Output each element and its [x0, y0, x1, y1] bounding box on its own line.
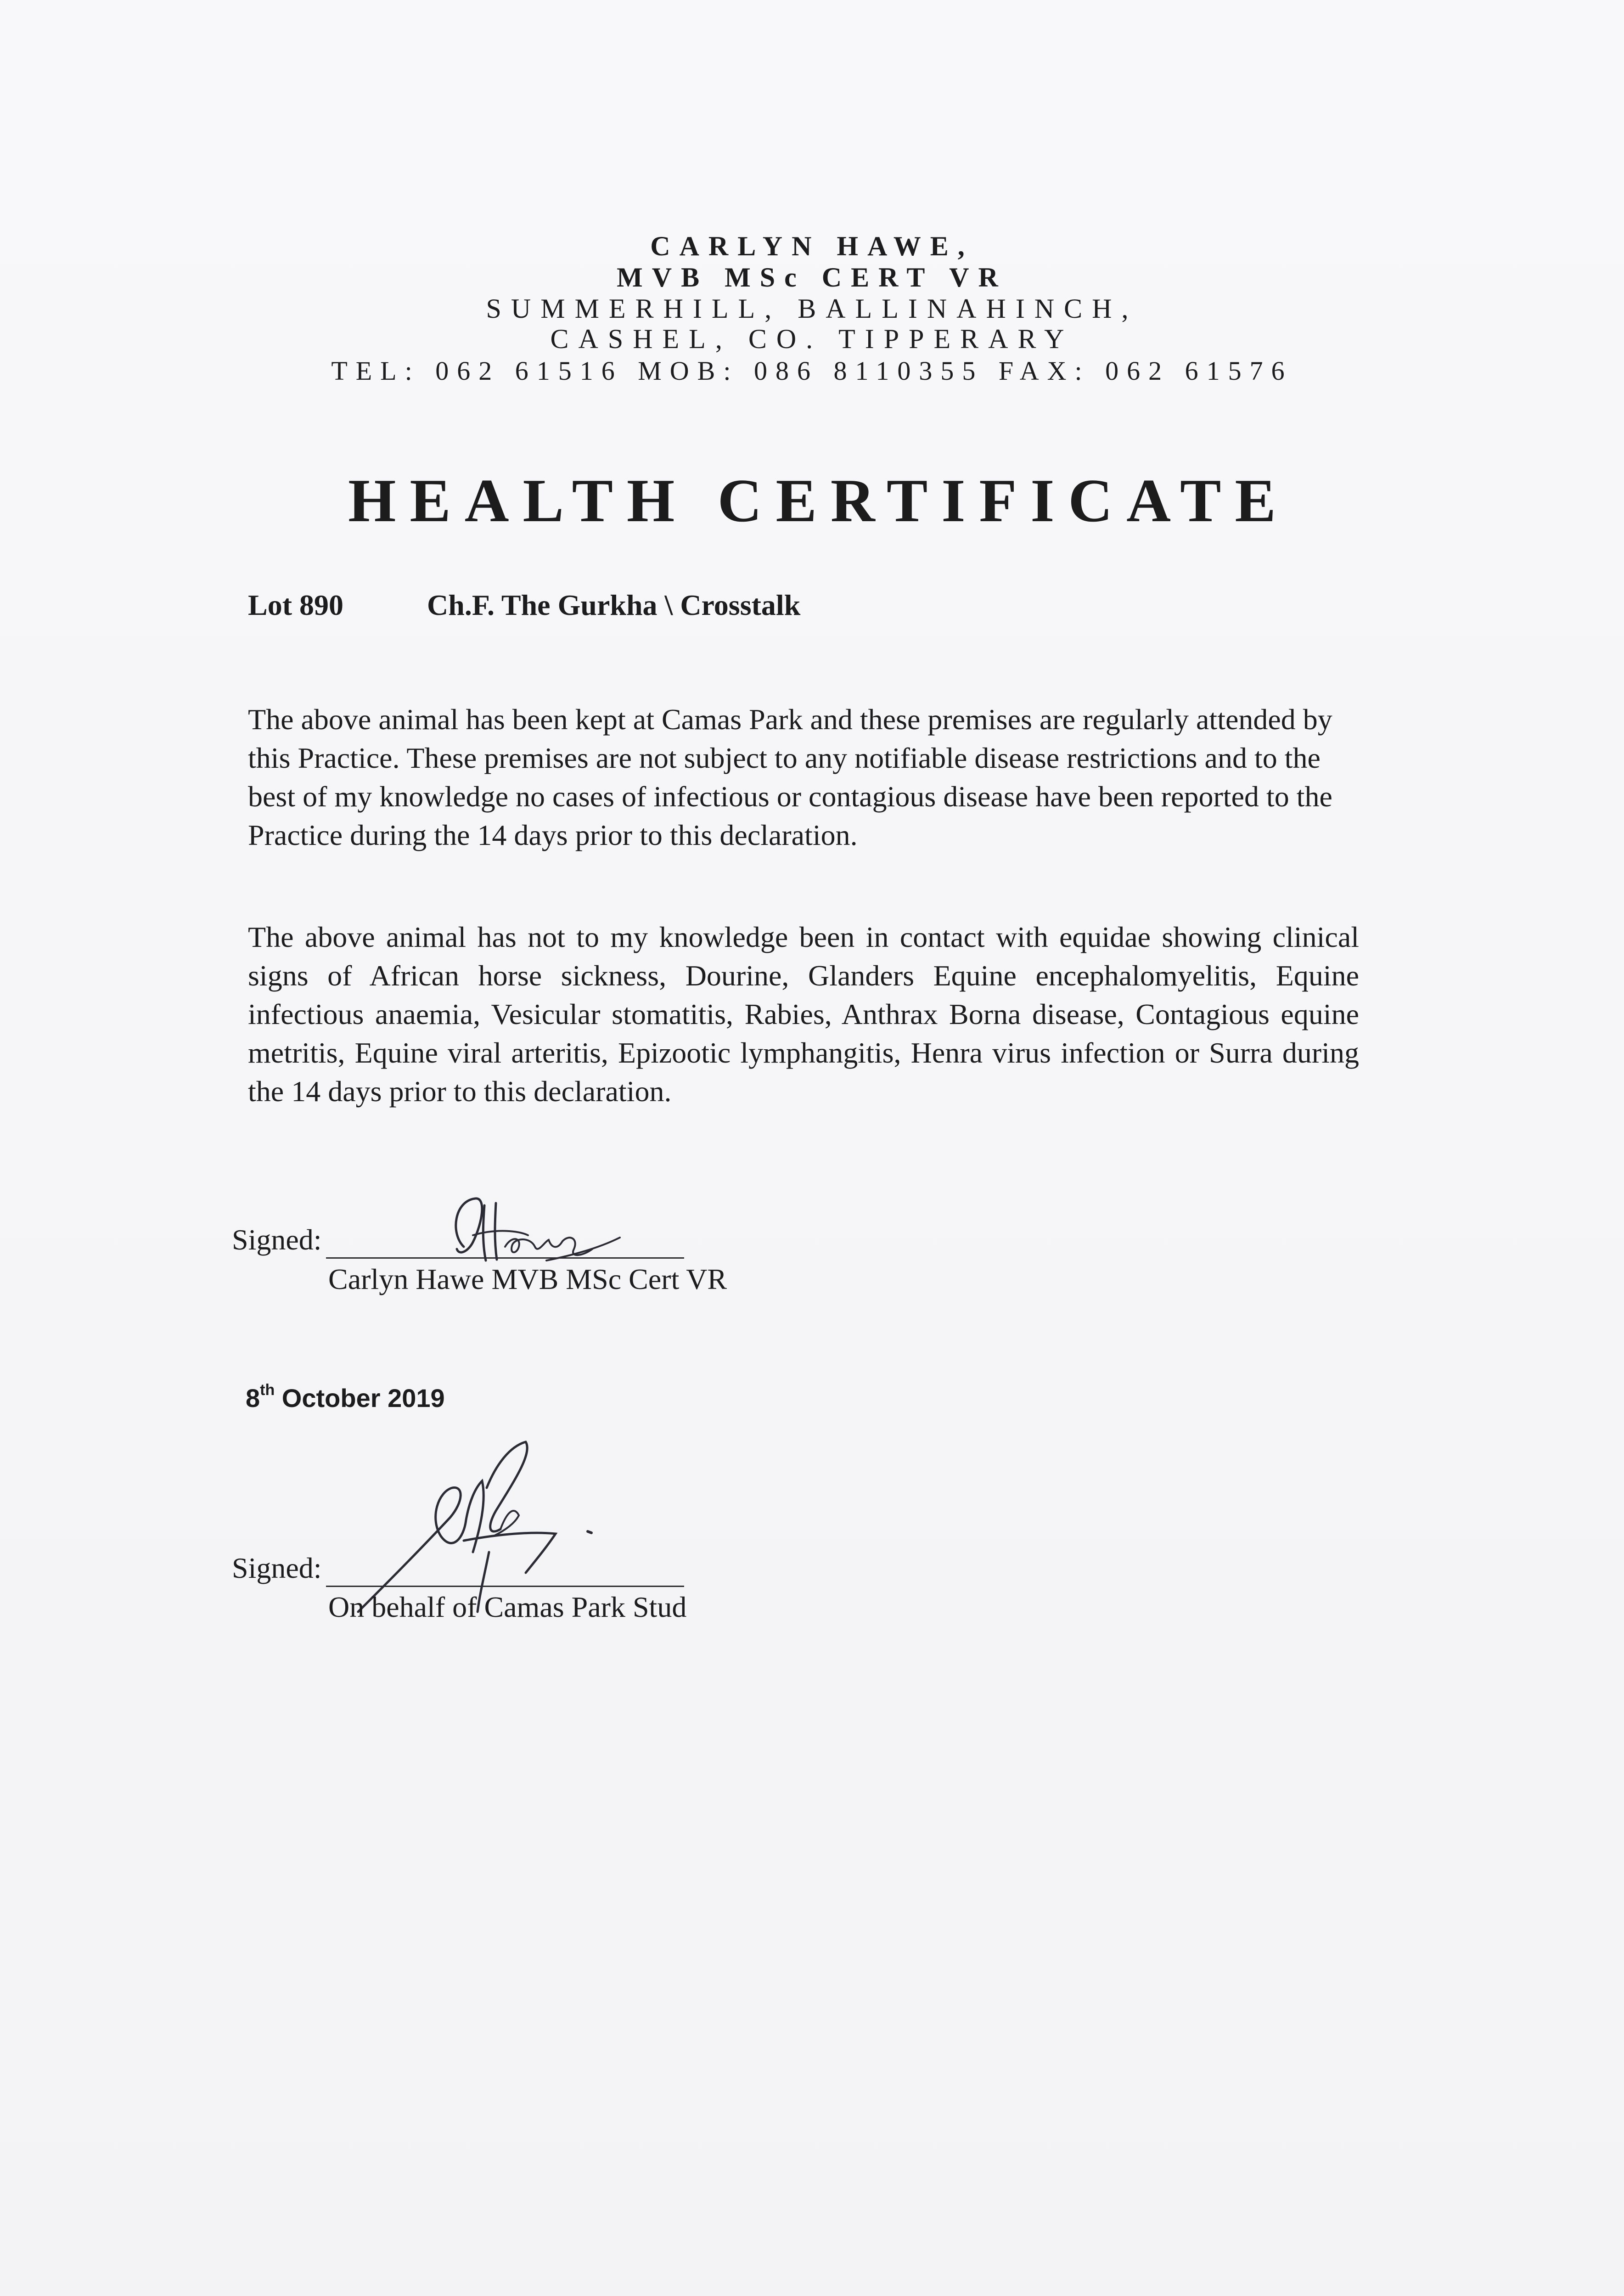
vet-printed-name: Carlyn Hawe MVB MSc Cert VR [328, 1263, 727, 1295]
date-day: 8 [246, 1384, 260, 1412]
document-title: HEALTH CERTIFICATE [348, 467, 1290, 535]
letterhead-contact: TEL: 062 61516 MOB: 086 8110355 FAX: 062 61576 [331, 356, 1293, 386]
stud-printed-name: On behalf of Camas Park Stud [328, 1591, 687, 1623]
letterhead-name: CARLYN HAWE, [650, 231, 974, 261]
letterhead-qualifications: MVB MSc CERT VR [617, 262, 1007, 293]
vet-signed-label: Signed: [232, 1223, 322, 1256]
certificate-date [246, 1380, 445, 1417]
letterhead-address-line2: CASHEL, CO. TIPPERARY [550, 324, 1074, 354]
premises-paragraph: The above animal has been kept at Camas Park and these premises are regularly attended by this Practice. These premises are not subject to any notifiable disease restrictions and to the best of my knowledge no cases of infectious or contagious disease have been reported to the Practice during the 14 days prior to this declaration. [248, 703, 1332, 851]
letterhead-address-line1: SUMMERHILL, BALLINAHINCH, [486, 293, 1138, 324]
stud-signed-label: Signed: [232, 1552, 322, 1584]
disease-contact-paragraph: The above animal has not to my knowledge been in contact with equidae showing clinical signs of African horse sickness, Dourine, Glanders Equine encephalomyelitis, Equine infectious anaemia, Vesicular stomatitis, Rabies, Anthrax Borna disease, Contagious equine metritis, Equine viral arteritis, Epizootic lymphangitis, Henra virus infection or Surra during the 14 days prior to this declaration. [248, 921, 1359, 1108]
lot-number: Lot 890 [248, 589, 343, 621]
date-suffix: th [260, 1381, 275, 1399]
date-rest: October 2019 [275, 1384, 445, 1412]
vet-signature-line [326, 1257, 684, 1259]
horse-name: Ch.F. The Gurkha \ Crosstalk [427, 589, 801, 621]
stud-signature-line [326, 1586, 684, 1587]
